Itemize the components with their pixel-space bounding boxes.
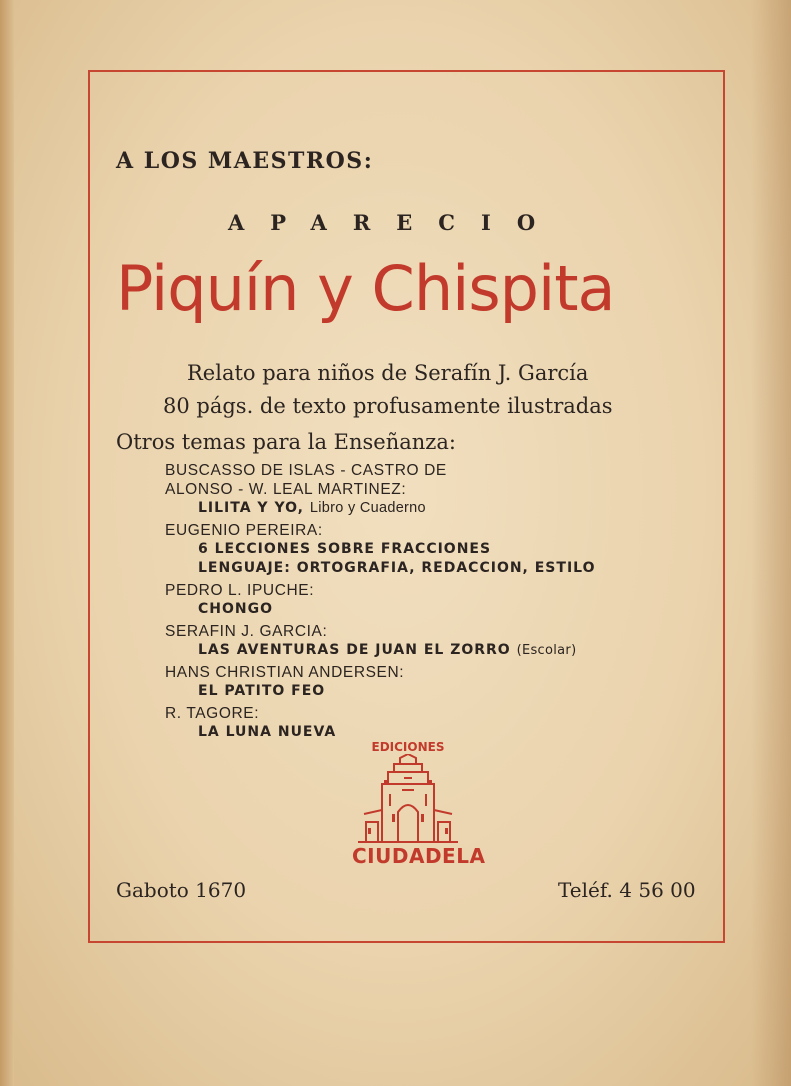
catalog-book-note: (Escolar)	[516, 643, 577, 658]
catalog-book-line	[198, 642, 576, 658]
publisher-address: Gaboto 1670	[116, 878, 247, 902]
logo-top-text: EDICIONES	[371, 740, 445, 754]
catalog-book-title: EL PATITO FEO	[198, 683, 326, 699]
catalog-book-line	[198, 500, 426, 516]
catalog-author-line: R. TAGORE:	[165, 705, 260, 722]
other-topics-heading: Otros temas para la Enseñanza:	[116, 430, 456, 454]
publisher-logo	[352, 740, 486, 880]
catalog-author-line: SERAFIN J. GARCIA:	[165, 623, 328, 640]
logo-bottom-text: CIUDADELA	[352, 844, 486, 868]
heading-to-teachers: A LOS MAESTROS:	[116, 148, 374, 174]
catalog-author-line: HANS CHRISTIAN ANDERSEN:	[165, 664, 405, 681]
catalog-author-line: BUSCASSO DE ISLAS - CASTRO DE	[165, 462, 447, 479]
book-title: Piquín y Chispita	[116, 252, 615, 325]
catalog-author-line: PEDRO L. IPUCHE:	[165, 582, 315, 599]
catalog-author-line: EUGENIO PEREIRA:	[165, 522, 323, 539]
book-spine-edge	[0, 0, 14, 1086]
publisher-phone: Teléf. 4 56 00	[558, 878, 696, 902]
catalog-book-title: LAS AVENTURAS DE JUAN EL ZORRO	[198, 642, 511, 658]
catalog-book-title: LENGUAJE: ORTOGRAFIA, REDACCION, ESTILO	[198, 560, 596, 576]
catalog-book-title: LILITA Y YO,	[198, 500, 304, 516]
announcement-aparecio: APARECIO	[228, 210, 562, 235]
subtitle-pages: 80 págs. de texto profusamente ilustradas	[163, 394, 613, 418]
catalog-author-line: ALONSO - W. LEAL MARTINEZ:	[165, 481, 407, 498]
catalog-book-title: 6 LECCIONES SOBRE FRACCIONES	[198, 541, 492, 557]
catalog-book-title: CHONGO	[198, 601, 274, 617]
subtitle-author: Relato para niños de Serafín J. García	[187, 361, 589, 385]
catalog-book-note: Libro y Cuaderno	[309, 500, 426, 516]
catalog-book-title: LA LUNA NUEVA	[198, 724, 337, 740]
page-edge-shadow	[751, 0, 791, 1086]
citadel-gate-icon	[354, 754, 462, 846]
